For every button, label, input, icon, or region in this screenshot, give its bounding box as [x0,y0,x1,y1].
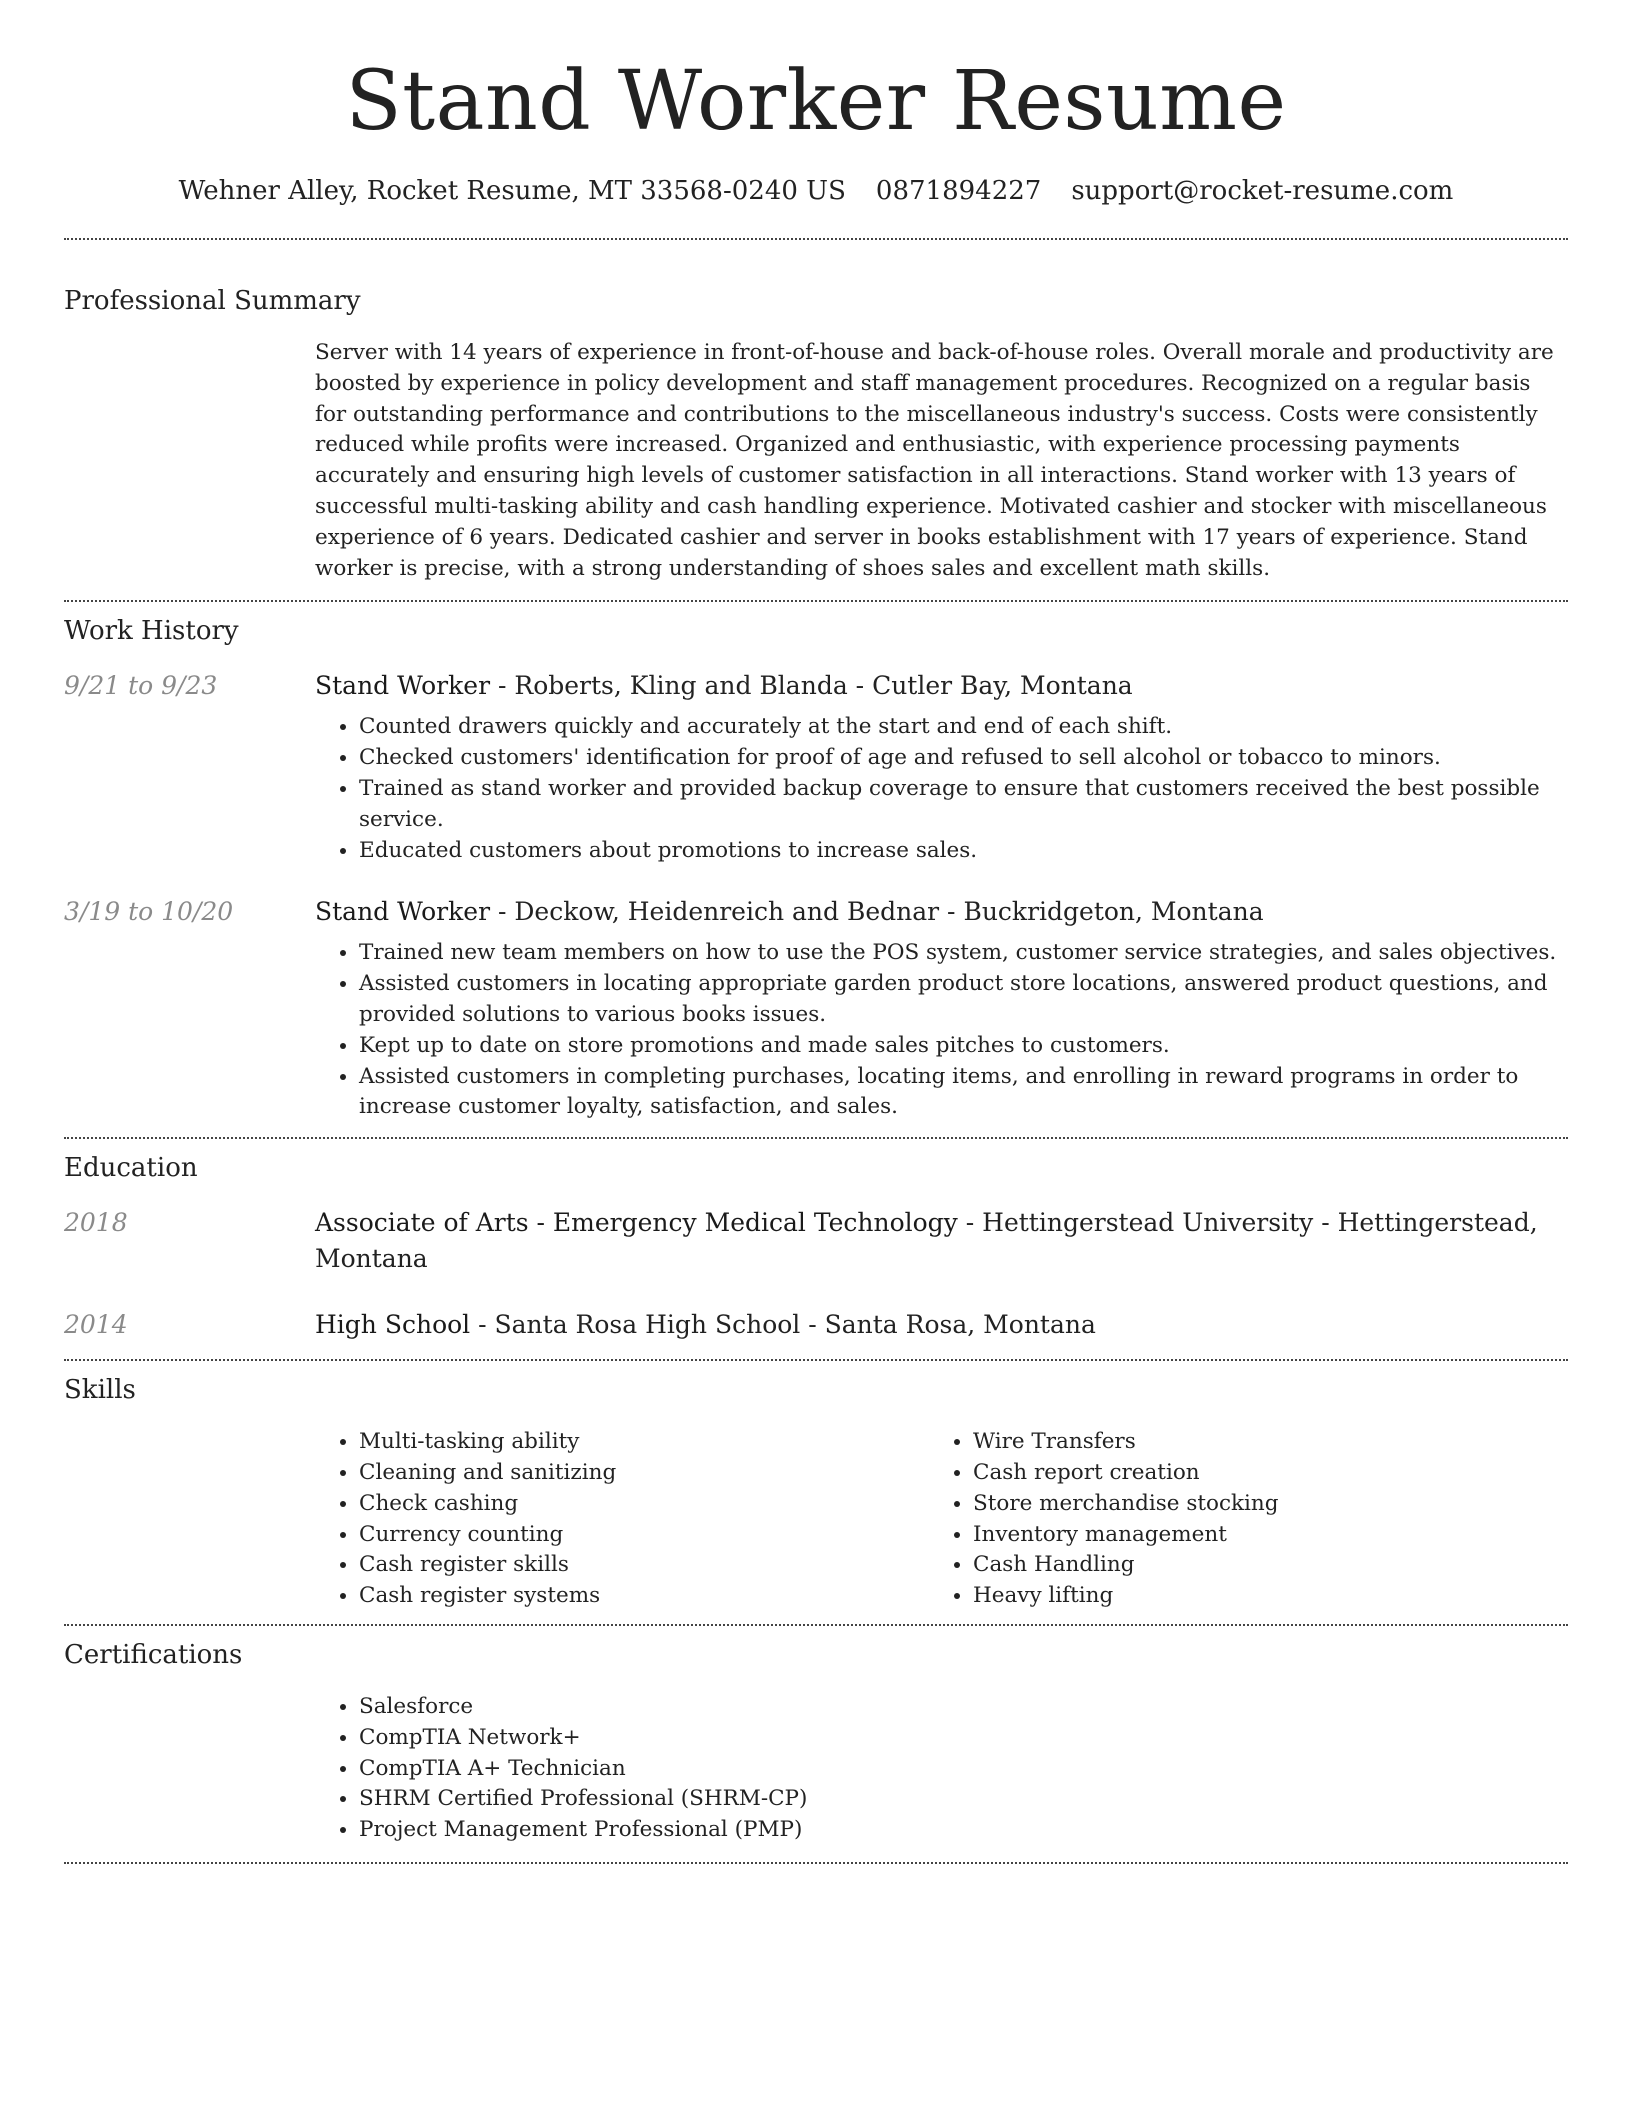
skills-section [64,1361,1568,1624]
education-degree: High School [315,1310,471,1340]
list-item: • Cleaning and sanitizing [359,1458,929,1489]
list-item: • Store merchandise stocking [973,1489,1543,1520]
job-content [315,894,1568,1123]
skills-columns [315,1427,1568,1612]
list-item: • Cash register systems [359,1581,929,1612]
education-year: 2018 [64,1208,128,1238]
list-item: • Assisted customers in completing purchases, locating items, and enrolling in reward programs in order to increase customer loyalty, satisfaction, and sales. [359,1062,1568,1124]
job-details: - Roberts, Kling and Blanda - Cutler Bay, Montana [490,671,1133,701]
work-history-section [64,602,1568,1137]
job-entry [64,668,1568,866]
list-item: • Multi-tasking ability [359,1427,929,1458]
list-item: • CompTIA Network+ [359,1723,1568,1754]
education-year: 2014 [64,1310,128,1340]
list-item: • Educated customers about promotions to increase sales. [359,836,1568,867]
list-item: • Inventory management [973,1520,1543,1551]
list-item: • Salesforce [359,1692,1568,1723]
job-title [315,668,1568,704]
certifications-section [64,1626,1568,1862]
education-section [64,1139,1568,1359]
resume-title: Stand Worker Resume [345,54,1287,149]
list-item: • Trained new team members on how to use the POS system, customer service strategies, and sales objectives. [359,938,1568,969]
work-history-heading: Work History [64,616,239,647]
education-content [315,1307,1568,1343]
section-divider [64,238,1568,240]
list-item: • Counted drawers quickly and accurately at the start and end of each shift. [359,712,1568,743]
list-item: • Kept up to date on store promotions and made sales pitches to customers. [359,1031,1568,1062]
job-entry [64,894,1568,1123]
list-item: • SHRM Certified Professional (SHRM-CP) [359,1784,1568,1815]
list-item: • Cash report creation [973,1458,1543,1489]
contact-email: support@rocket-resume.com [1071,176,1454,206]
education-entry [64,1205,1568,1277]
list-item: • Trained as stand worker and provided backup coverage to ensure that customers received the best possible service. [359,774,1568,836]
section-divider [64,1862,1568,1864]
list-item: • Currency counting [359,1520,929,1551]
job-dates: 9/21 to 9/23 [64,671,218,701]
job-content [315,668,1568,866]
list-item: • Cash register skills [359,1550,929,1581]
education-entry [64,1307,1568,1343]
list-item: • Check cashing [359,1489,929,1520]
list-item: • Wire Transfers [973,1427,1543,1458]
list-item: • Heavy lifting [973,1581,1543,1612]
skills-list-right [929,1427,1543,1612]
job-bullets [315,712,1568,866]
summary-heading: Professional Summary [64,286,361,316]
list-item: • CompTIA A+ Technician [359,1754,1568,1785]
contact-phone: 0871894227 [875,176,1042,206]
contact-line [64,174,1568,208]
list-item: • Assisted customers in locating appropriate garden product store locations, answered product questions, and provided solutions to various books issues. [359,969,1568,1031]
education-details: - Santa Rosa High School - Santa Rosa, Montana [470,1310,1096,1340]
job-role: Stand Worker [315,671,491,701]
job-dates: 3/19 to 10/20 [64,897,234,927]
job-title [315,894,1568,930]
job-role: Stand Worker [315,897,491,927]
job-bullets [315,938,1568,1123]
list-item: • Checked customers' identification for proof of age and refused to sell alcohol or tobacco to minors. [359,743,1568,774]
skills-list-left [315,1427,929,1612]
list-item: • Project Management Professional (PMP) [359,1815,1568,1846]
education-heading: Education [64,1153,198,1184]
education-details: - Hettingerstead University - Hettingerstead, Montana [315,1208,1538,1274]
certifications-heading: Certifications [64,1639,243,1670]
education-content [315,1205,1568,1277]
summary-section [64,284,1568,600]
certifications-list [315,1692,1568,1846]
skills-heading: Skills [64,1375,136,1406]
education-degree: Associate of Arts - Emergency Medical Technology [315,1208,958,1238]
contact-address: Wehner Alley, Rocket Resume, MT 33568-0240 US [178,176,846,206]
summary-text: Server with 14 years of experience in front-of-house and back-of-house roles. Overall morale and productivity are boosted by experience in policy development and staff management procedures. Recognized on a regular basis for outstanding performance and contributions to the miscellaneous industry's success. Costs were consistently reduced while profits were increased. Organized and enthusiastic, with experience processing payments accurately and ensuring high levels of customer satisfaction in all interactions. Stand worker with 13 years of successful multi-tasking ability and cash handling experience. Motivated cashier and stocker with miscellaneous experience of 6 years. Dedicated cashier and server in books establishment with 17 years of experience. Stand worker is precise, with a strong understanding of shoes sales and excellent math skills. [315,340,1554,581]
resume-header [64,0,1568,208]
job-details: - Deckow, Heidenreich and Bednar - Buckridgeton, Montana [490,897,1264,927]
list-item: • Cash Handling [973,1550,1543,1581]
